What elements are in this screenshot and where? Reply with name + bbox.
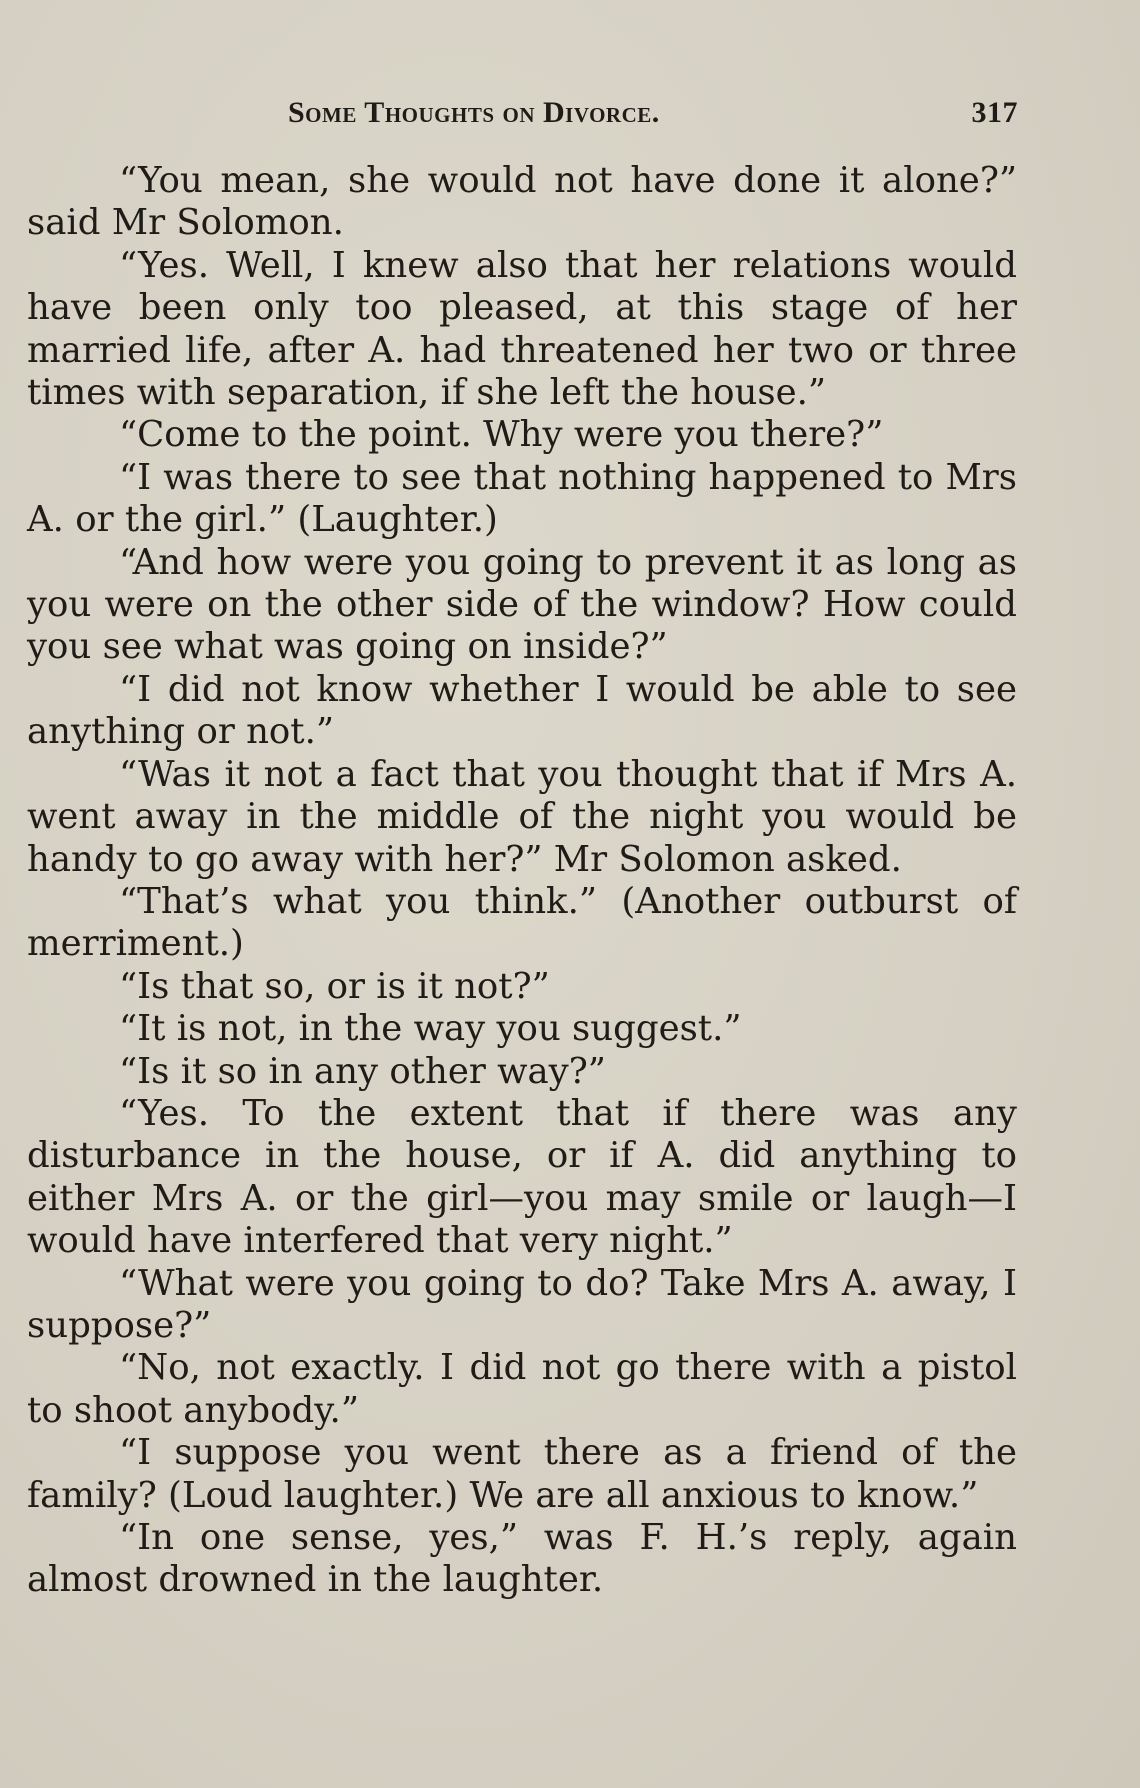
running-title: Some Thoughts on Divorce. xyxy=(288,96,660,129)
paragraph: “No, not exactly. I did not go there with a pistol to shoot anybody.” xyxy=(27,1347,1017,1431)
paragraph: “In one sense, yes,” was F. H.’s reply, again almost drowned in the laughter. xyxy=(27,1517,1017,1601)
paragraph: “It is not, in the way you suggest.” xyxy=(119,1008,742,1050)
paragraph: “You mean, she would not have done it alone?” said Mr Solomon. xyxy=(27,160,1017,244)
paragraph: “I was there to see that nothing happened to Mrs A. or the girl.” (Laughter.) xyxy=(27,456,1017,541)
paragraph: “Is it so in any other way?” xyxy=(119,1050,606,1092)
running-head xyxy=(288,96,1018,136)
paragraph: “Yes. To the extent that if there was any disturbance in the house, or if A. did anything to either Mrs A. or the girl—you may smile or laugh—I would have interfered that very night.” xyxy=(27,1092,1017,1262)
paragraph: “Is that so, or is it not?” xyxy=(119,965,550,1007)
page-number: 317 xyxy=(971,96,1018,129)
paragraph: “What were you going to do? Take Mrs A. away, I suppose?” xyxy=(27,1262,1017,1346)
paragraph: “Yes. Well, I knew also that her relations would have been only too pleased, at this stage of her married life, after A. had threatened her two or three times with separation, if she left the house.” xyxy=(27,244,1017,414)
body-text xyxy=(27,160,1017,1602)
paragraph: “I suppose you went there as a friend of the family? (Loud laughter.) We are all anxious to know.” xyxy=(27,1432,1017,1516)
paragraph: “Was it not a fact that you thought that if Mrs A. went away in the middle of the night you would be handy to go away with her?” Mr Solomon asked. xyxy=(27,753,1017,880)
paragraph: “And how were you going to prevent it as long as you were on the other side of the window? How could you see what was going on inside?” xyxy=(27,541,1017,668)
paragraph: “I did not know whether I would be able to see anything or not.” xyxy=(27,668,1017,753)
paragraph: “That’s what you think.” (Another outburst of merriment.) xyxy=(27,880,1017,965)
paragraph: “Come to the point. Why were you there?” xyxy=(119,414,884,456)
